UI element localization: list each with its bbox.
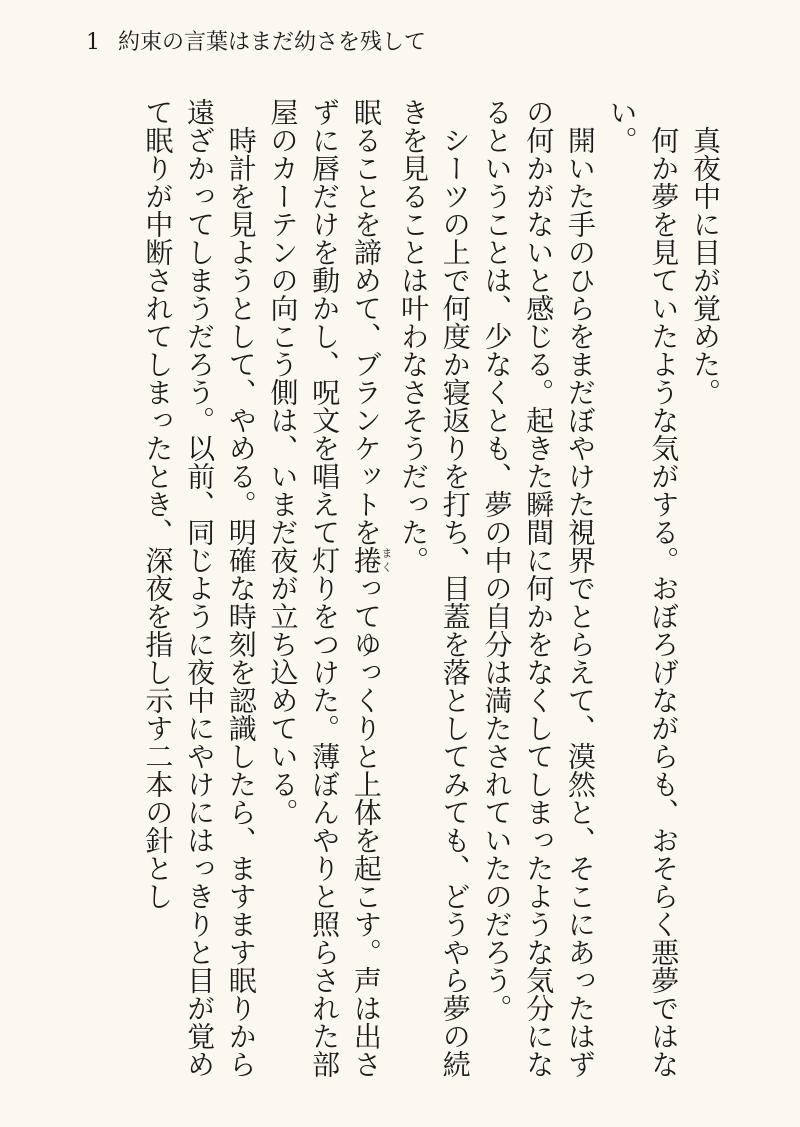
ruby-annotation (349, 546, 393, 574)
ruby-reading: まく (379, 546, 393, 574)
paragraph: 何か夢を見ていたような気がする。おぼろげながらも、おそらく悪夢ではない。 (605, 98, 681, 1078)
vertical-body-text (137, 98, 726, 1088)
paragraph (262, 98, 393, 1088)
paragraph: 真夜中に目が覚めた。 (689, 126, 722, 406)
chapter-number: 1 (86, 30, 100, 55)
paragraph: 開いた手のひらをまだぼやけた視界でとらえて、漠然と、そこにあったはずの何かがないと感じる。起きた瞬間に何かをなくしてしまったような気分になるということは、少なくとも、夢の中の自分は満たされていたのだろう。 (480, 98, 597, 1078)
paragraph-text: 眠ることを諦めて、ブランケットを (349, 98, 383, 546)
paragraph-text: ってゆっくりと上体を起こす。声は出さずに唇だけを動かし、呪文を唱えて灯りをつけた。薄ぼんやりと照らされた部屋のカーテンの向こう側は、いまだ夜が立ち込めている。 (266, 98, 383, 1078)
paragraph: シーツの上で何度か寝返りを打ち、目蓋を落としてみても、どうやら夢の続きを見ることは叶わなさそうだった。 (397, 98, 472, 1078)
paragraph: 時計を見ようとして、やめる。明確な時刻を認識したら、ますます眠りから遠ざかってしまうだろう。以前、同じように夜中にやけにはっきりと目が覚めて眠りが中断されてしまったとき、深夜を指し示す二本の針とし (141, 98, 258, 1078)
chapter-header (86, 30, 426, 56)
ruby-base: 捲 (349, 546, 383, 574)
chapter-title: 約束の言葉はまだ幼さを残して (118, 30, 427, 55)
